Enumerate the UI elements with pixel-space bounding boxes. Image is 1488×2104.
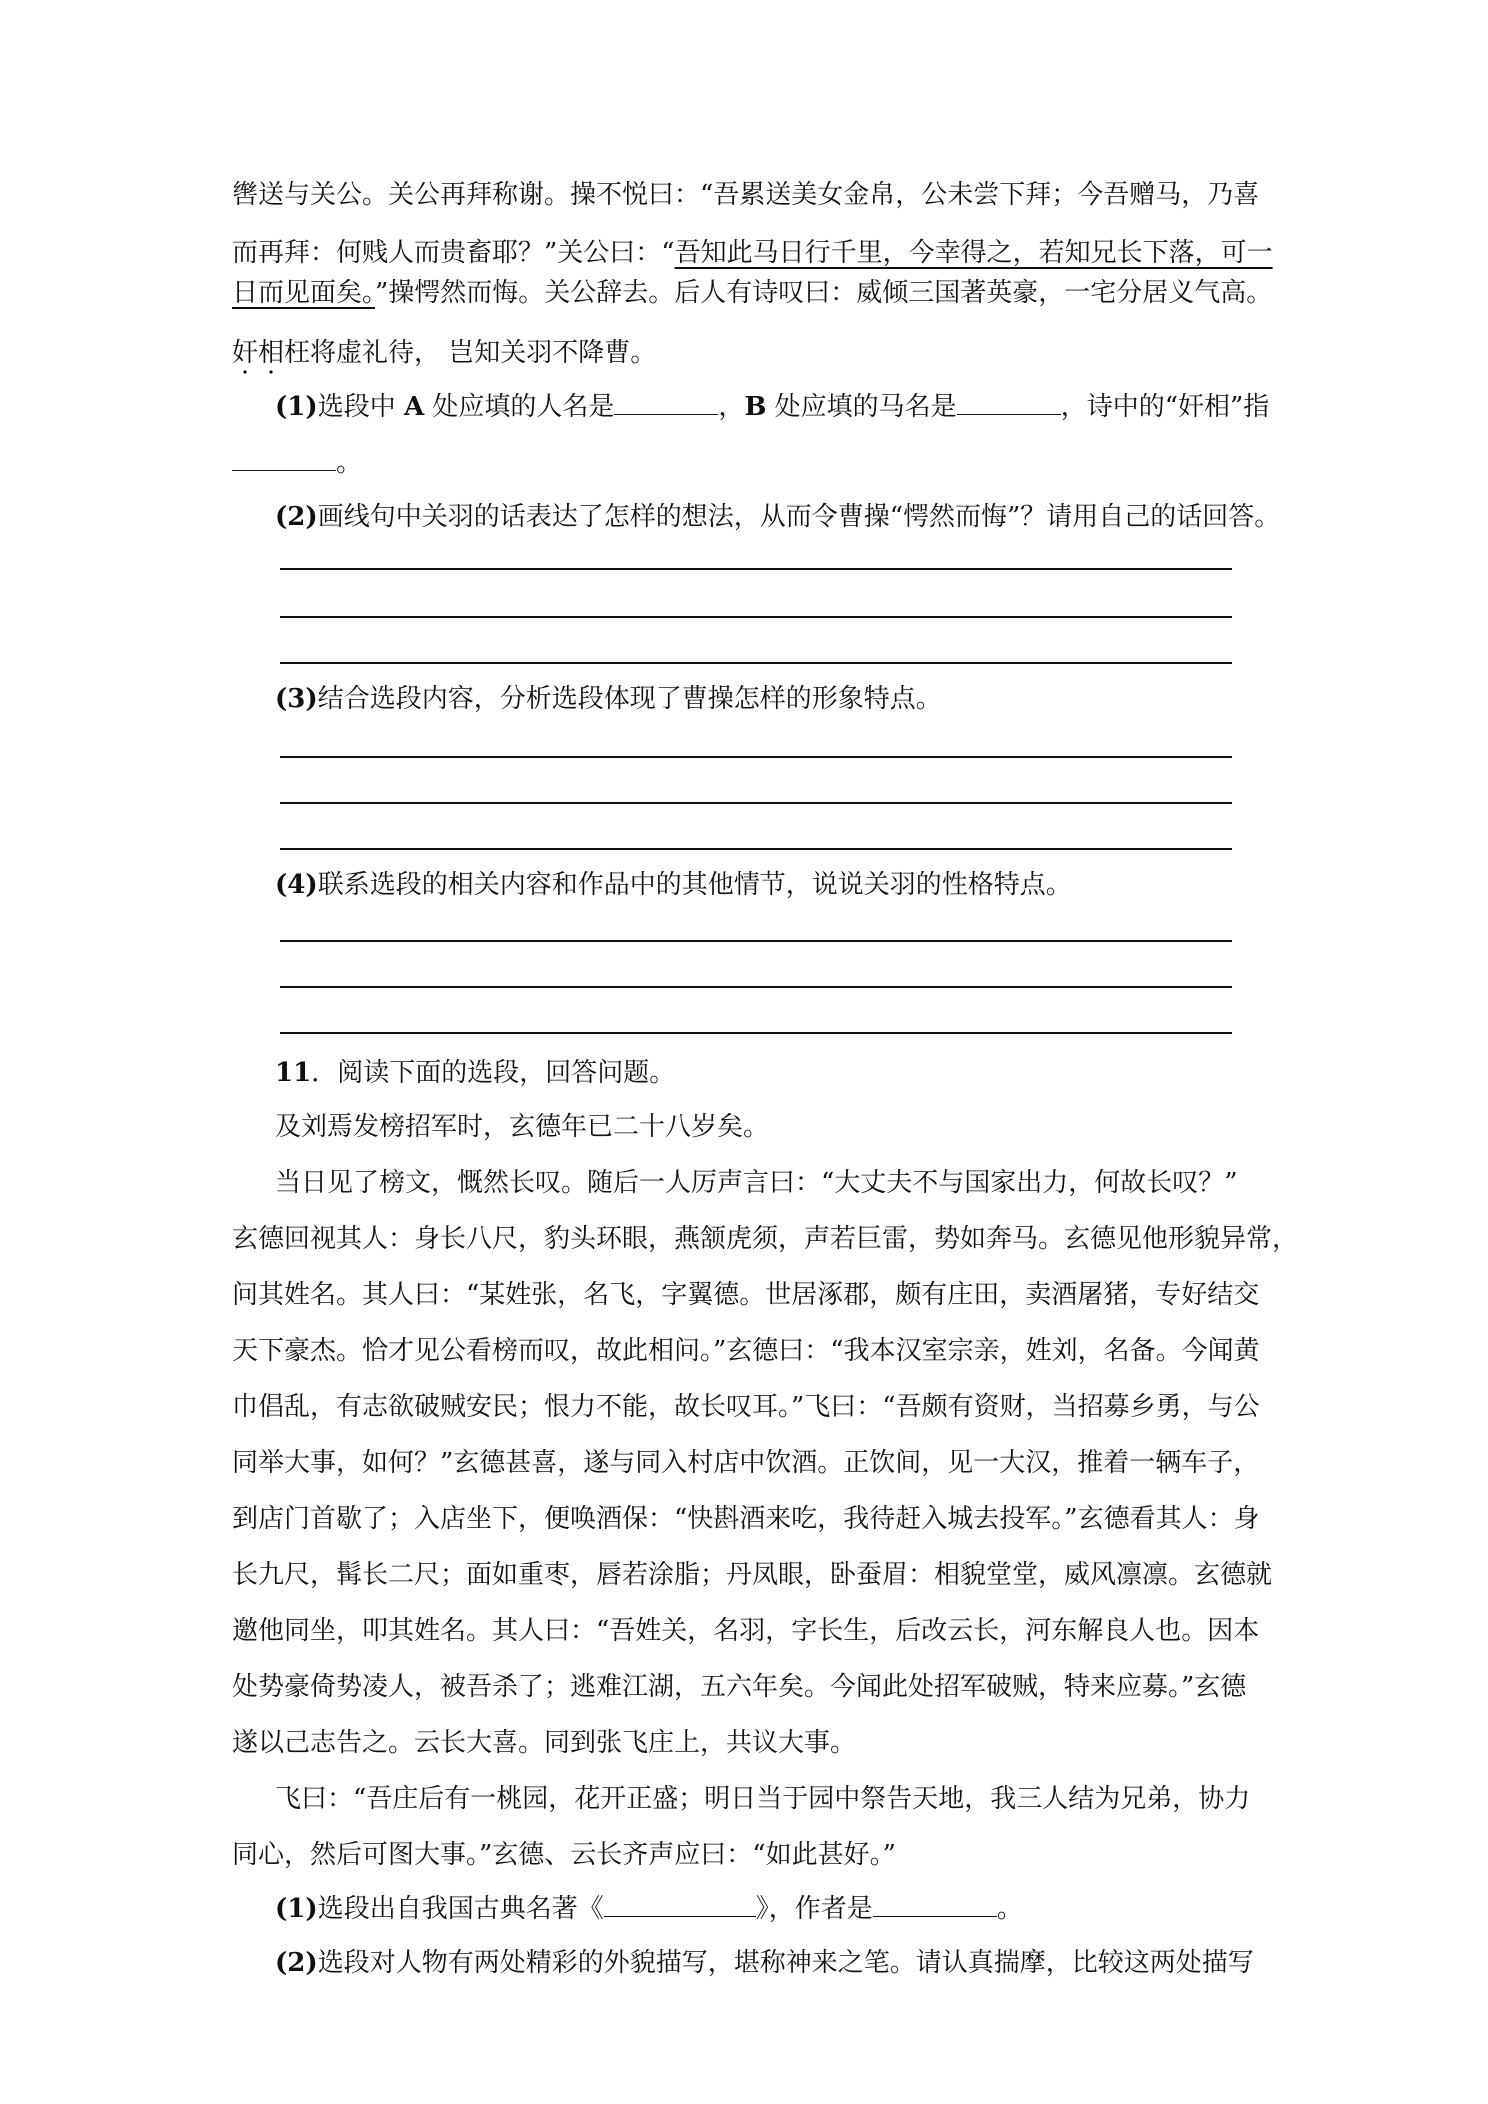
q11-title: 11．阅读下面的选段，回答问题。 xyxy=(275,1058,676,1088)
q10-3-prompt: (3)结合选段内容，分析选段体现了曹操怎样的形象特点。 xyxy=(275,684,942,714)
answer-blank-c[interactable] xyxy=(232,446,336,471)
q11-passage-line: 同举大事，如何？”玄德甚喜，遂与同入村店中饮酒。正饮间，见一大汉，推着一辆车子， xyxy=(232,1448,1260,1478)
q11-passage-line: 问其姓名。其人曰：“某姓张，名飞，字翼德。世居涿郡，颇有庄田，卖酒屠猪，专好结交 xyxy=(232,1280,1260,1310)
q11-passage-line: 邀他同坐，叩其姓名。其人曰：“吾姓关，名羽，字长生，后改云长，河东解良人也。因本 xyxy=(232,1616,1260,1646)
underlined-quote: 吾知此马日行千里，今幸得之，若知兄长下落，可一 xyxy=(674,238,1273,268)
q10-4-prompt: (4)联系选段的相关内容和作品中的其他情节，说说关羽的性格特点。 xyxy=(275,870,1072,900)
answer-blank-a[interactable] xyxy=(614,390,718,415)
answer-line[interactable] xyxy=(280,940,1232,942)
q10-1-prompt-cont: 。 xyxy=(232,446,362,480)
q11-passage-line: 当日见了榜文，慨然长叹。随后一人厉声言曰：“大丈夫不与国家出力，何故长叹？” xyxy=(275,1168,1238,1198)
underlined-quote-end: 日而见面矣。 xyxy=(232,278,376,308)
q11-passage-line: 遂以己志告之。云长大喜。同到张飞庄上，共议大事。 xyxy=(232,1728,857,1758)
answer-blank-author[interactable] xyxy=(873,1892,997,1917)
answer-blank-b[interactable] xyxy=(957,390,1061,415)
q11-paragraph-3-line-2: 同心，然后可图大事。”玄德、云长齐声应曰：“如此甚好。” xyxy=(232,1840,896,1870)
q11-passage-line: 天下豪杰。恰才见公看榜而叹，故此相问。”玄德曰：“我本汉室宗亲，姓刘，名备。今闻黄 xyxy=(232,1336,1260,1366)
answer-line[interactable] xyxy=(280,568,1232,570)
answer-line[interactable] xyxy=(280,1032,1232,1034)
q11-paragraph-1: 及刘焉发榜招军时，玄德年已二十八岁矣。 xyxy=(275,1112,770,1142)
passage-line-1: 辔送与关公。关公再拜称谢。操不悦曰：“吾累送美女金帛，公未尝下拜；今吾赠马，乃喜 xyxy=(232,180,1260,210)
q10-2-prompt: (2)画线句中关羽的话表达了怎样的想法，从而令曹操“愕然而悔”？请用自己的话回答。 xyxy=(275,502,1281,532)
answer-line[interactable] xyxy=(280,616,1232,618)
passage-line-3: 日而见面矣。”操愕然而悔。关公辞去。后人有诗叹曰：威倾三国著英豪，一宅分居义气高。 xyxy=(232,278,1273,308)
answer-line[interactable] xyxy=(280,662,1232,664)
q11-passage-line: 长九尺，髯长二尺；面如重枣，唇若涂脂；丹凤眼，卧蚕眉：相貌堂堂，威风凛凛。玄德就 xyxy=(232,1560,1273,1590)
q11-2-prompt: (2)选段对人物有两处精彩的外貌描写，堪称神来之笔。请认真揣摩，比较这两处描写 xyxy=(275,1948,1254,1978)
q11-1-prompt: (1)选段出自我国古典名著《 》，作者是 。 xyxy=(275,1894,1023,1924)
q10-1-prompt: (1)选段中 A 处应填的人名是 ，B 处应填的马名是 ，诗中的“奸相”指 xyxy=(275,392,1270,422)
passage-line-4: 奸相枉将虚礼待， 岂知关羽不降曹。 xyxy=(232,338,657,368)
passage-line-2: 而再拜：何贱人而贵畜耶？”关公曰：“吾知此马日行千里，今幸得之，若知兄长下落，可一 xyxy=(232,238,1273,268)
q11-passage-line: 处势豪倚势凌人，被吾杀了；逃难江湖，五六年矣。今闻此处招军破贼，特来应募。”玄德 xyxy=(232,1672,1247,1702)
q11-passage-line: 巾倡乱，有志欲破贼安民；恨力不能，故长叹耳。”飞曰：“吾颇有资财，当招募乡勇，与公 xyxy=(232,1392,1260,1422)
q11-passage-line: 到店门首歇了；入店坐下，便唤酒保：“快斟酒来吃，我待赶入城去投军。”玄德看其人：身 xyxy=(232,1504,1260,1534)
answer-line[interactable] xyxy=(280,848,1232,850)
answer-line[interactable] xyxy=(280,986,1232,988)
q11-paragraph-3-line-1: 飞曰：“吾庄后有一桃园，花开正盛；明日当于园中祭告天地，我三人结为兄弟，协力 xyxy=(275,1784,1251,1814)
q11-passage-line: 玄德回视其人：身长八尺，豹头环眼，燕颔虎须，声若巨雷，势如奔马。玄德见他形貌异常， xyxy=(232,1224,1299,1254)
answer-blank-book[interactable] xyxy=(604,1892,756,1917)
emphasis-dotted-word: 奸相 xyxy=(232,338,285,368)
answer-line[interactable] xyxy=(280,802,1232,804)
answer-line[interactable] xyxy=(280,756,1232,758)
